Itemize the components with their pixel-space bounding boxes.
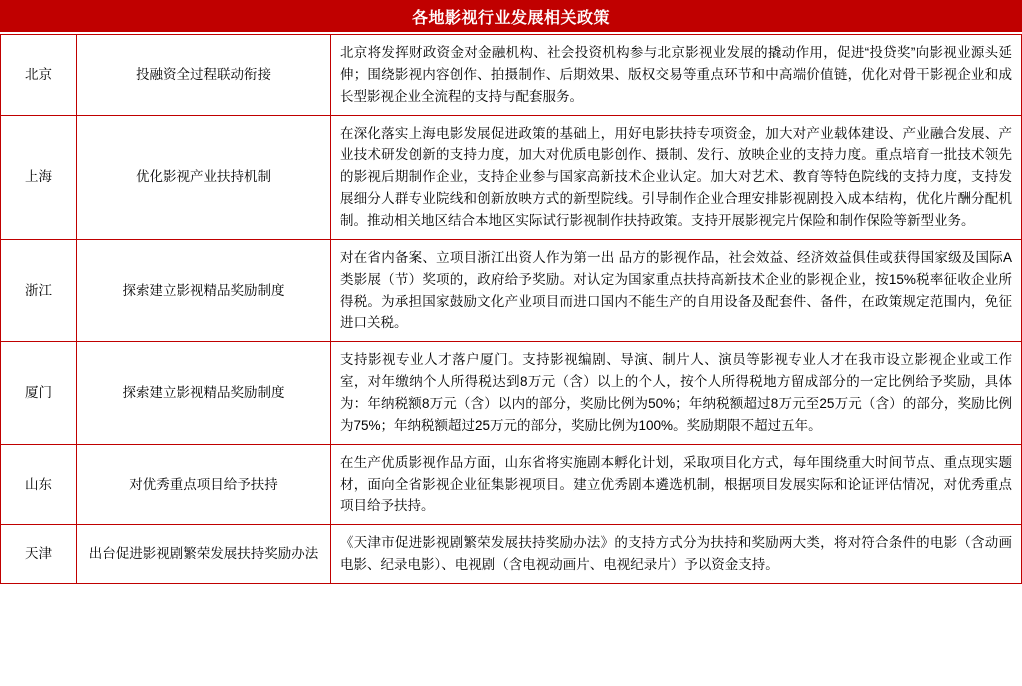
table-row — [1, 444, 1022, 525]
region-cell: 山东 — [1, 444, 77, 525]
region-cell: 天津 — [1, 525, 77, 584]
policy-cell: 探索建立影视精品奖励制度 — [77, 239, 331, 341]
table-row — [1, 115, 1022, 239]
region-cell: 上海 — [1, 115, 77, 239]
table-row — [1, 35, 1022, 116]
detail-cell — [331, 444, 1022, 525]
detail-text: 在深化落实上海电影发展促进政策的基础上，用好电影扶持专项资金，加大对产业载体建设、产业融合发展、产业技术研发创新的支持力度，加大对优质电影创作、摄制、发行、放映企业的支持力度。重点培育一批技术领先的影视后期制作企业，支持企业参与国家高新技术企业认定。加大对艺术、教育等特色院线的支持力度，支持发展细分人群专业院线和创新放映方式的新型院线。引导制作企业合理安排影视剧投入成本结构，优化片酬分配机制。推动相关地区结合本地区实际试行影视制作扶持政策。支持开展影视完片保险和制作保险等新型业务。 — [340, 125, 1012, 229]
detail-text: 支持影视专业人才落户厦门。支持影视编剧、导演、制片人、演员等影视专业人才在我市设立影视企业或工作室，对年缴纳个人所得税达到8万元（含）以上的个人，按个人所得税地方留成部分的一定比例给予奖励，具体为：年纳税额8万元（含）以内的部分，奖励比例为50%；年纳税额超过8万元至25万元（含）的部分，奖励比例为75%；年纳税额超过25万元的部分，奖励比例为100%。奖励期限不超过五年。 — [340, 352, 1012, 433]
table-row — [1, 525, 1022, 584]
policy-table — [0, 34, 1022, 584]
region-cell: 浙江 — [1, 239, 77, 341]
detail-cell — [331, 525, 1022, 584]
policy-cell: 优化影视产业扶持机制 — [77, 115, 331, 239]
detail-text: 在生产优质影视作品方面，山东省将实施剧本孵化计划，采取项目化方式，每年围绕重大时间节点、重点现实题材，面向全省影视企业征集影视项目。建立优秀剧本遴选机制，根据项目发展实际和论证评估情况，对优秀重点项目给予扶持。 — [340, 454, 1012, 514]
table-row — [1, 342, 1022, 444]
policy-cell: 探索建立影视精品奖励制度 — [77, 342, 331, 444]
detail-cell — [331, 35, 1022, 116]
detail-cell — [331, 342, 1022, 444]
detail-cell — [331, 115, 1022, 239]
page-title: 各地影视行业发展相关政策 — [411, 9, 610, 27]
table-title-bar — [0, 0, 1022, 34]
policy-cell: 出台促进影视剧繁荣发展扶持奖励办法 — [77, 525, 331, 584]
detail-cell — [331, 239, 1022, 341]
policy-cell: 投融资全过程联动衔接 — [77, 35, 331, 116]
policy-table-body — [1, 35, 1022, 584]
policy-cell: 对优秀重点项目给予扶持 — [77, 444, 331, 525]
detail-text: 《天津市促进影视剧繁荣发展扶持奖励办法》的支持方式分为扶持和奖励两大类，将对符合条件的电影（含动画电影、纪录电影）、电视剧（含电视动画片、电视纪录片）予以资金支持。 — [340, 535, 1012, 573]
table-row — [1, 239, 1022, 341]
detail-text: 北京将发挥财政资金对金融机构、社会投资机构参与北京影视业发展的撬动作用，促进“投贷奖”向影视业源头延伸；围绕影视内容创作、拍摄制作、后期效果、版权交易等重点环节和中高端价值链，优化对骨干影视企业和成长型影视企业全流程的支持与配套服务。 — [340, 45, 1012, 104]
region-cell: 北京 — [1, 35, 77, 116]
region-cell: 厦门 — [1, 342, 77, 444]
detail-text: 对在省内备案、立项目浙江出资人作为第一出 品方的影视作品，社会效益、经济效益俱佳或获得国家级及国际A类影展（节）奖项的，政府给予奖励。对认定为国家重点扶持高新技术企业的影视企业，按15%税率征收企业所得税。为承担国家鼓励文化产业项目而进口国内不能生产的自用设备及配套件、备件，在政策规定范围内，免征进口关税。 — [340, 249, 1012, 331]
